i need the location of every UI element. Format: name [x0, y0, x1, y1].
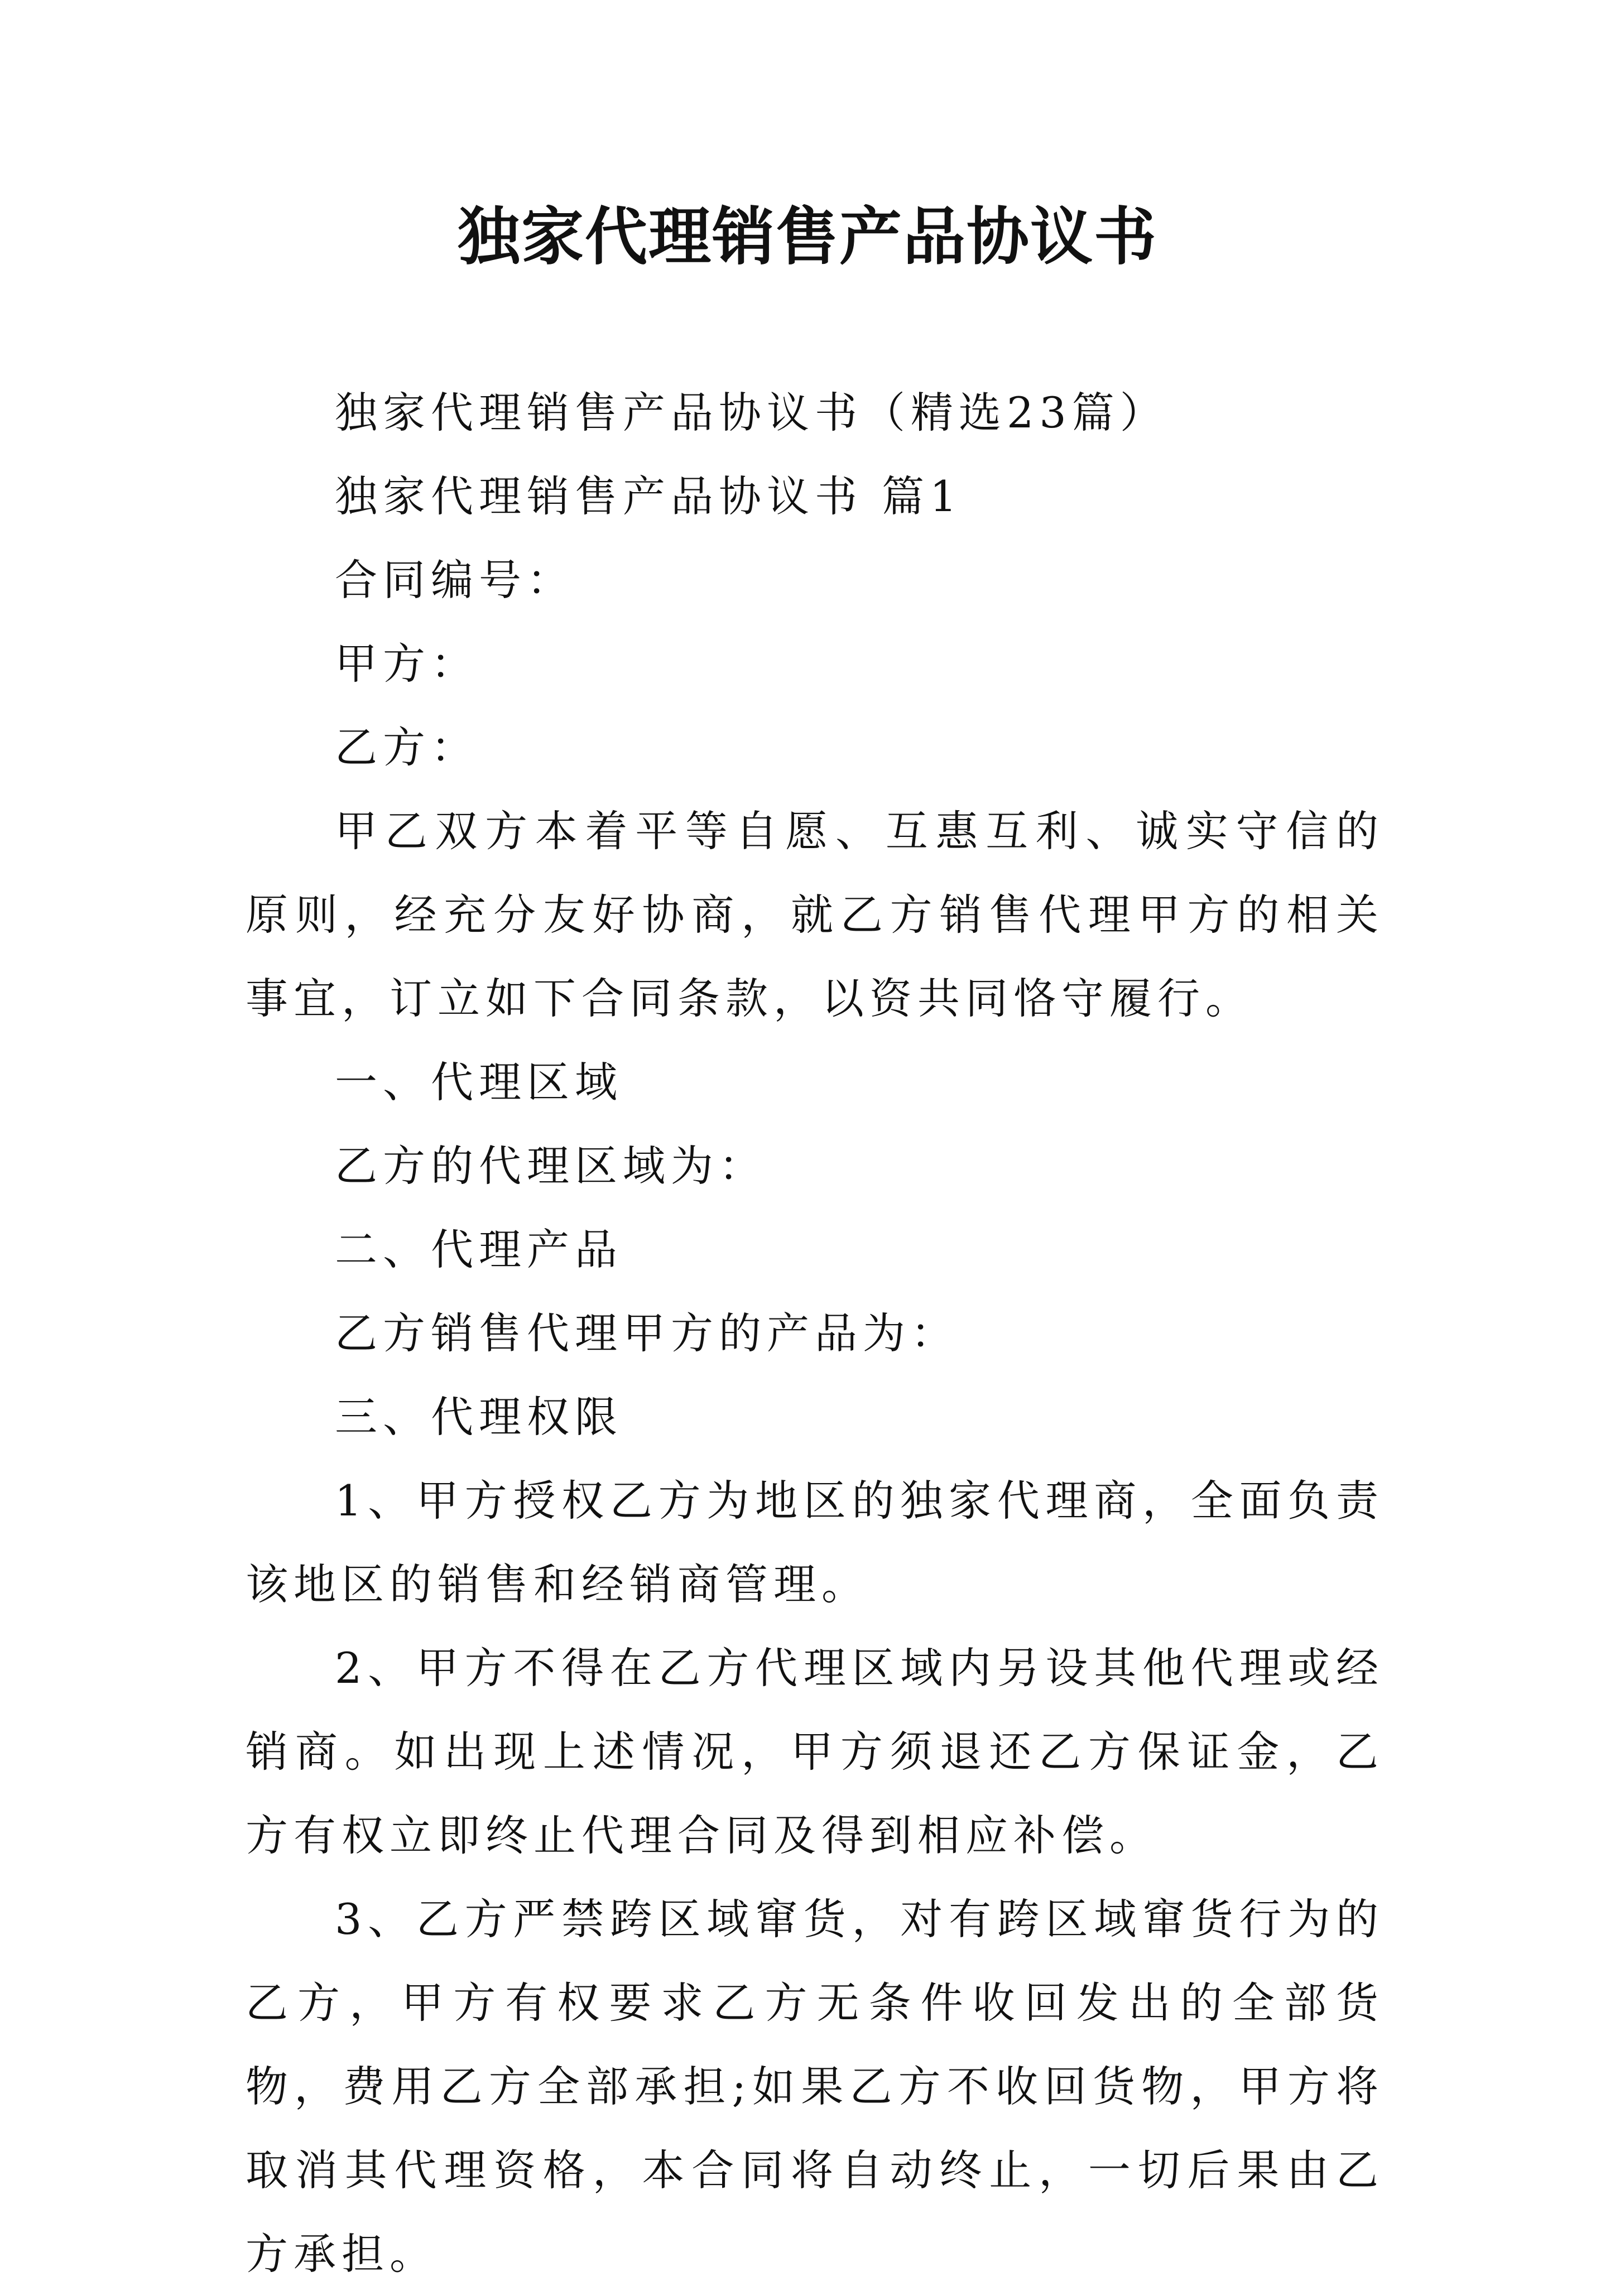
document-title: 独家代理销售产品协议书	[458, 200, 1157, 273]
contract-number-field: 合同编号：	[335, 555, 575, 605]
clause-heading-product: 二、代理产品	[335, 1225, 623, 1274]
party-b-field: 乙方：	[335, 723, 479, 772]
clause-text-product: 乙方销售代理甲方的产品为：	[335, 1308, 959, 1358]
clause-heading-area: 一、代理区域	[335, 1057, 623, 1107]
party-a-field: 甲方：	[335, 639, 479, 689]
document-body	[246, 371, 1384, 2296]
section-heading: 独家代理销售产品协议书 篇1	[335, 471, 963, 521]
subtitle-paragraph: 独家代理销售产品协议书（精选23篇）	[335, 388, 1168, 437]
clause-item-3: 3、乙方严禁跨区域窜货，对有跨区域窜货行为的乙方，甲方有权要求乙方无条件收回发出的全部货物，费用乙方全部承担;如果乙方不收回货物，甲方将取消其代理资格，本合同将自动终止，一切后果由乙方承担。	[246, 1894, 1384, 2279]
clause-item-1: 1、甲方授权乙方为地区的独家代理商，全面负责该地区的销售和经销商管理。	[246, 1476, 1384, 1609]
clause-item-2: 2、甲方不得在乙方代理区域内另设其他代理或经销商。如出现上述情况，甲方须退还乙方保证金，乙方有权立即终止代理合同及得到相应补偿。	[246, 1643, 1384, 1860]
clause-heading-authority: 三、代理权限	[335, 1392, 623, 1442]
preamble-paragraph: 甲乙双方本着平等自愿、互惠互利、诚实守信的原则，经充分友好协商，就乙方销售代理甲方的相关事宜，订立如下合同条款，以资共同恪守履行。	[246, 806, 1384, 1023]
clause-text-area: 乙方的代理区域为：	[335, 1141, 767, 1191]
